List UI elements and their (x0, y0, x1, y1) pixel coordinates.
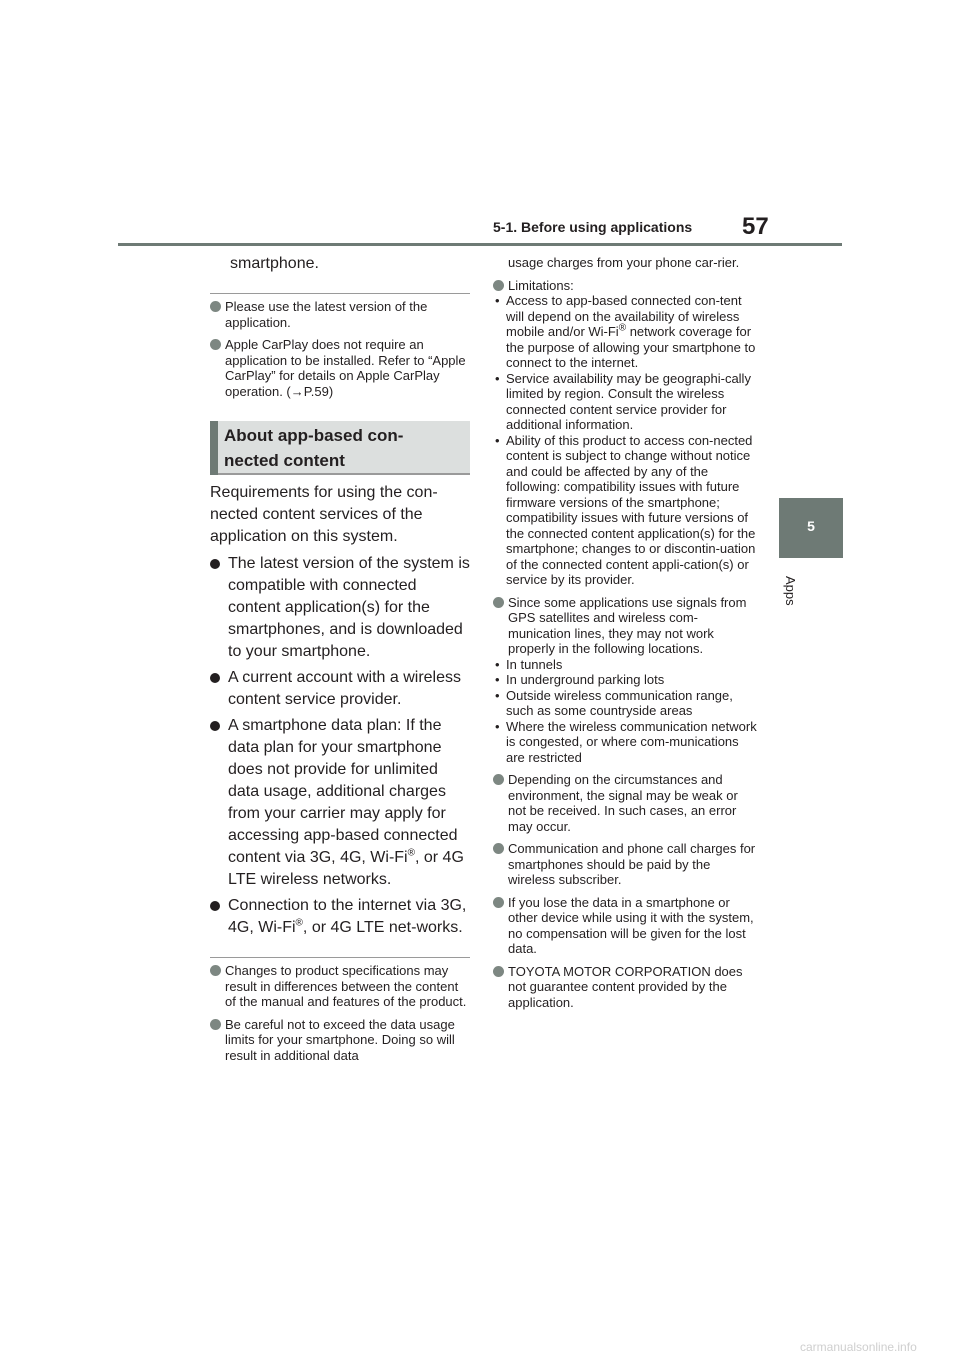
note-item: Depending on the circumstances and environment, the signal may be weak or not be received. In such cases, an error may occur. (493, 772, 758, 834)
bullet-dot-icon (493, 897, 504, 908)
bullet-dot-icon (210, 339, 221, 350)
bullet-dot-icon (210, 1019, 221, 1030)
heading-text: About app-based con- nected content (224, 426, 404, 470)
requirement-item: A smartphone data plan: If the data plan for your smartphone does not provide for unlimited data usage, additional charges from your carrier may apply for accessing app-based connected content via 3G, 4G, Wi-Fi®, or 4G LTE wireless networks. (210, 715, 470, 891)
limitation-item: • Ability of this product to access con-nected content is subject to change without notice and could be affected by any of the following: compatibility issues with future firmware versions of the smartphone; compatibility issues with future versions of the connected content application(s) for the smartphone; changes to or discontin-uation of the connected content appli-cation(s) or service by its provider. (495, 432, 756, 587)
bullet-dot-icon (210, 965, 221, 976)
note-item: Be careful not to exceed the data usage limits for your smartphone. Doing so will result in additional data (210, 1017, 470, 1064)
right-column (493, 255, 758, 1010)
chapter-tab (779, 498, 843, 558)
location-item: • Where the wireless communication network is congested, or where com-munications are restricted (495, 718, 757, 765)
bullet-dot-icon (210, 721, 220, 731)
chapter-label-text: Apps (783, 576, 798, 606)
bullet-dot-icon (210, 301, 221, 312)
limitation-item: • Service availability may be geographi-cally limited by region. Consult the wireless connected content service provider for additional information. (495, 370, 751, 432)
registered-mark: ® (407, 847, 415, 859)
bullet-dot-icon (210, 901, 220, 911)
registered-mark: ® (295, 917, 303, 929)
section-title: 5-1. Before using applications (493, 219, 693, 235)
header-divider (118, 243, 842, 246)
bullet-dot-icon (210, 673, 220, 683)
location-item: • In tunnels (495, 656, 563, 672)
note-item: Communication and phone call charges for smartphones should be paid by the wireless subscriber. (493, 841, 758, 888)
chapter-label (778, 576, 806, 616)
note-item: Please use the latest version of the application. (210, 299, 470, 330)
registered-mark: ® (618, 322, 627, 334)
note-item: If you lose the data in a smartphone or other device while using it with the system, no compensation will be given for the lost data. (493, 895, 758, 957)
notes-divider (210, 293, 470, 294)
bullet-dot-icon (493, 774, 504, 785)
bullet-dot-icon (210, 559, 220, 569)
location-item: • In underground parking lots (495, 672, 665, 687)
note-item: TOYOTA MOTOR CORPORATION does not guarantee content provided by the application. (493, 964, 758, 1011)
requirement-item: Connection to the internet via 3G, 4G, Wi-Fi®, or 4G LTE net-works. (210, 895, 470, 939)
notes-divider (210, 957, 470, 958)
note-item: Apple CarPlay does not require an application to be installed. Refer to “Apple CarPlay” for details on Apple CarPlay operation. (→P.59) (210, 337, 470, 399)
bullet-dot-icon (493, 280, 504, 291)
requirement-item: The latest version of the system is compatible with connected content application(s) for the smartphones, and is downloaded to your smartphone. (210, 553, 470, 663)
left-column (210, 250, 470, 1063)
note-item: Limitations: (493, 278, 758, 294)
continued-text: usage charges from your phone car-rier. (508, 255, 740, 270)
note-item: Since some applications use signals from GPS satellites and wireless com-munication lines, they may not work properly in the following locations. (493, 595, 758, 657)
note-item: Changes to product specifications may result in differences between the content of the manual and features of the product. (210, 963, 470, 1010)
chapter-number: 5 (807, 518, 815, 534)
limitation-item: • Access to app-based connected con-tent will depend on the availability of wireless mobile and/or Wi-Fi® network coverage for the purpose of allowing your smartphone to connect to the internet. (495, 293, 756, 370)
page-number: 57 (742, 213, 769, 240)
watermark: carmanualsonline.info (800, 1340, 917, 1354)
bullet-dot-icon (493, 966, 504, 977)
intro-paragraph: Requirements for using the con-nected content services of the application on this system. (210, 484, 438, 545)
continued-text: smartphone. (230, 255, 319, 272)
requirement-item: A current account with a wireless content service provider. (210, 667, 470, 711)
heading-accent-bar (210, 421, 218, 475)
section-heading (210, 421, 470, 475)
location-item: • Outside wireless communication range, such as some countryside areas (495, 687, 733, 718)
bullet-dot-icon (493, 597, 504, 608)
bullet-dot-icon (493, 843, 504, 854)
